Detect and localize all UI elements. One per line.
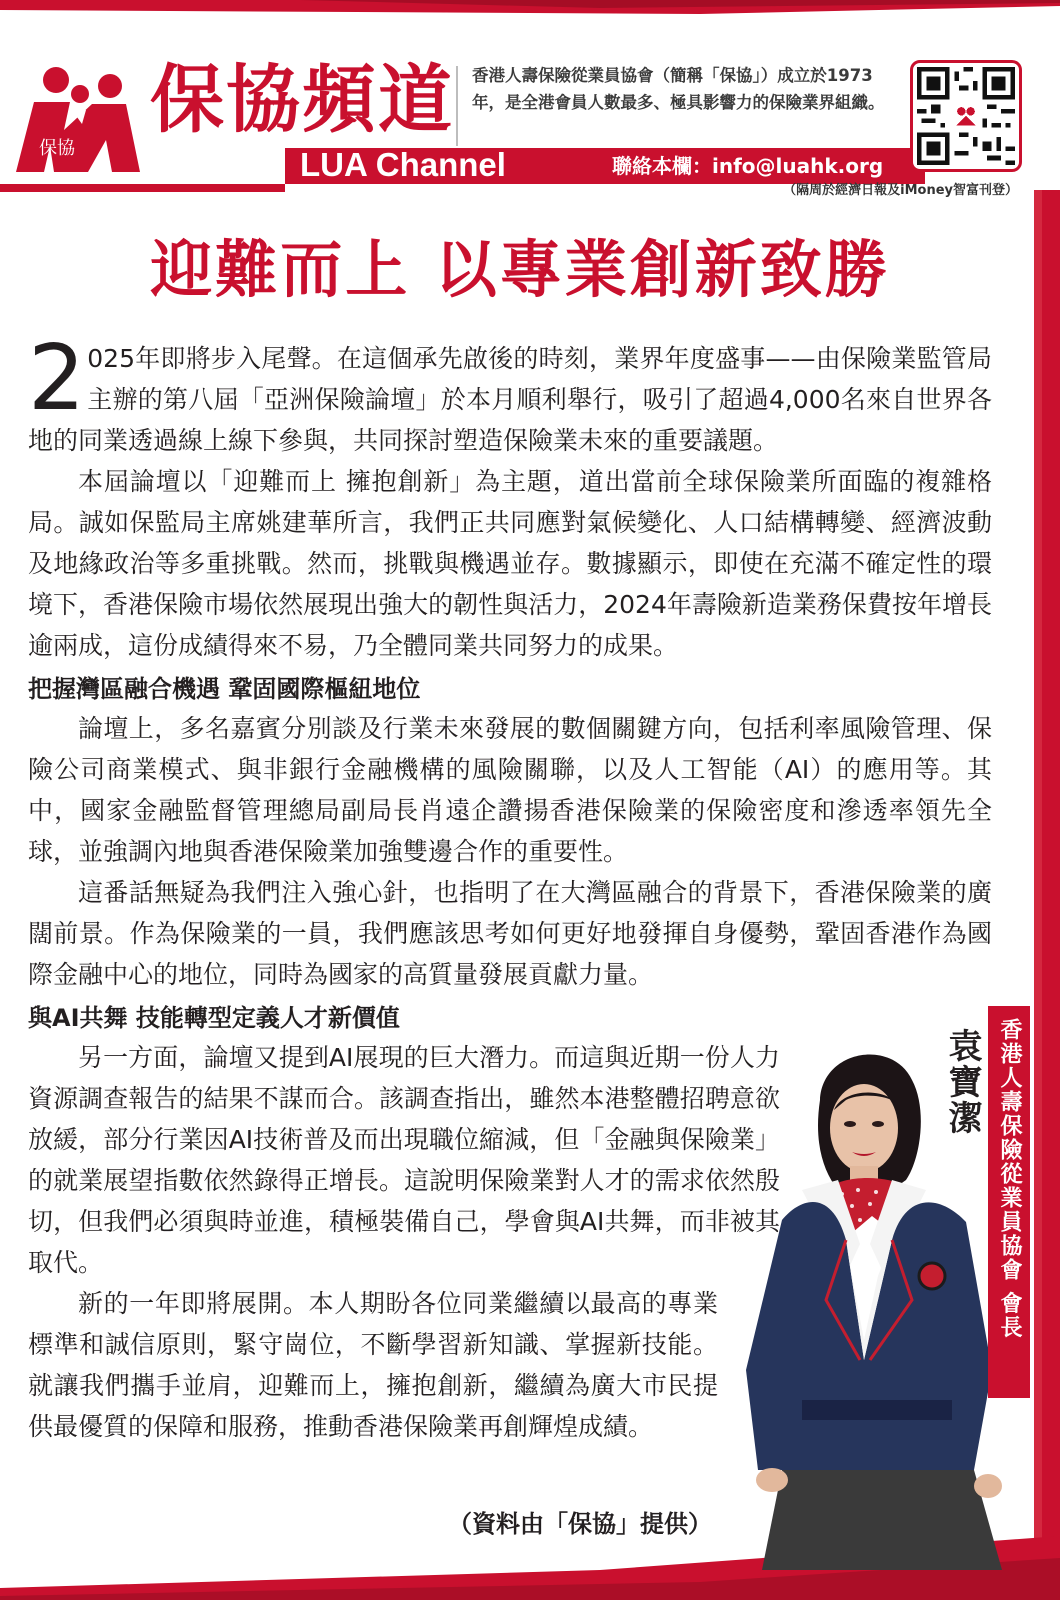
author-name: 袁寶潔 (942, 1028, 982, 1136)
paragraph-5: 另一方面，論壇又提到AI展現的巨大潛力。而這與近期一份人力資源調查報告的結果不謀而合。該調查指出，雖然本港整體招聘意欲放緩，部分行業因AI技術普及而出現職位縮減，但「金融與保險業」的就業展望指數依然錄得正增長。這說明保險業對人才的需求依然殷切，但我們必須與時並進，積極裝備自己，學會與AI共舞，而非被其取代。 (28, 1043, 780, 1277)
article-title: 迎難而上 以專業創新致勝 (150, 233, 890, 306)
drop-cap: 2 (28, 326, 86, 431)
subheading-ai: 與AI共舞 技能轉型定義人才新價值 (28, 1004, 400, 1032)
association-intro: 香港人壽保險從業員協會（簡稱「保協」）成立於1973年，是全港會員人數最多、極具影響力的保險業界組織。 (472, 66, 885, 112)
paragraph-2: 本屆論壇以「迎難而上 擁抱創新」為主題，道出當前全球保險業所面臨的複雜格局。誠如保監局主席姚建華所言，我們正共同應對氣候變化、人口結構轉變、經濟波動及地緣政治等多重挑戰。然而，挑戰與機遇並存。數據顯示，即使在充滿不確定性的環境下，香港保險市場依然展現出強大的韌性與活力，2024年壽險新造業務保費按年增長逾兩成，這份成績得來不易，乃全體同業共同努力的成果。 (28, 467, 992, 660)
paragraph-4: 這番話無疑為我們注入強心針，也指明了在大灣區融合的背景下，香港保險業的廣闊前景。作為保險業的一員，我們應該思考如何更好地發揮自身優勢，鞏固香港作為國際金融中心的地位，同時為國家的高質量發展貢獻力量。 (28, 878, 992, 989)
header-divider (456, 66, 458, 146)
paragraph-3: 論壇上，多名嘉賓分別談及行業未來發展的數個關鍵方向，包括利率風險管理、保險公司商業模式、與非銀行金融機構的風險關聯，以及人工智能（AI）的應用等。其中，國家金融監督管理總局副局長肖遠企讚揚香港保險業的保險密度和滲透率領先全球，並強調內地與香港保險業加強雙邊合作的重要性。 (28, 714, 992, 866)
top-decorative-band (0, 0, 1060, 14)
paragraph-1 (28, 326, 992, 461)
column-header (0, 14, 1060, 198)
qr-code-icon[interactable] (910, 60, 1022, 172)
publish-note: （隔周於經濟日報及iMoney智富刊登） (783, 183, 1018, 198)
paragraph-6: 新的一年即將展開。本人期盼各位同業繼續以最高的專業標準和誠信原則，緊守崗位，不斷學習新知識、掌握新技能。就讓我們攜手並肩，迎難而上，擁抱創新，繼續為廣大市民提供最優質的保障和服務，推動香港保險業再創輝煌成績。 (28, 1289, 718, 1441)
contact-email[interactable]: 聯絡本欄：info@luahk.org (612, 154, 884, 178)
logo-label: 保協 (39, 138, 75, 159)
right-decorative-band (1034, 190, 1060, 1600)
paragraph-1-text: 025年即將步入尾聲。在這個承先啟後的時刻，業界年度盛事——由保險業監管局主辦的第八屆「亞洲保險論壇」於本月順利舉行，吸引了超過4,000名來自世界各地的同業透過線上線下參與，共同探討塑造保險業未來的重要議題。 (28, 344, 992, 455)
masthead-chinese: 保協頻道 (150, 57, 454, 143)
masthead-english: LUA Channel (300, 146, 506, 183)
author-role: 香港人壽保險從業員協會 會長 (997, 1018, 1022, 1340)
source-credit: （資料由「保協」提供） (448, 1510, 712, 1538)
subheading-greater-bay-area: 把握灣區融合機遇 鞏固國際樞紐地位 (28, 675, 421, 703)
header-red-line (0, 184, 285, 192)
